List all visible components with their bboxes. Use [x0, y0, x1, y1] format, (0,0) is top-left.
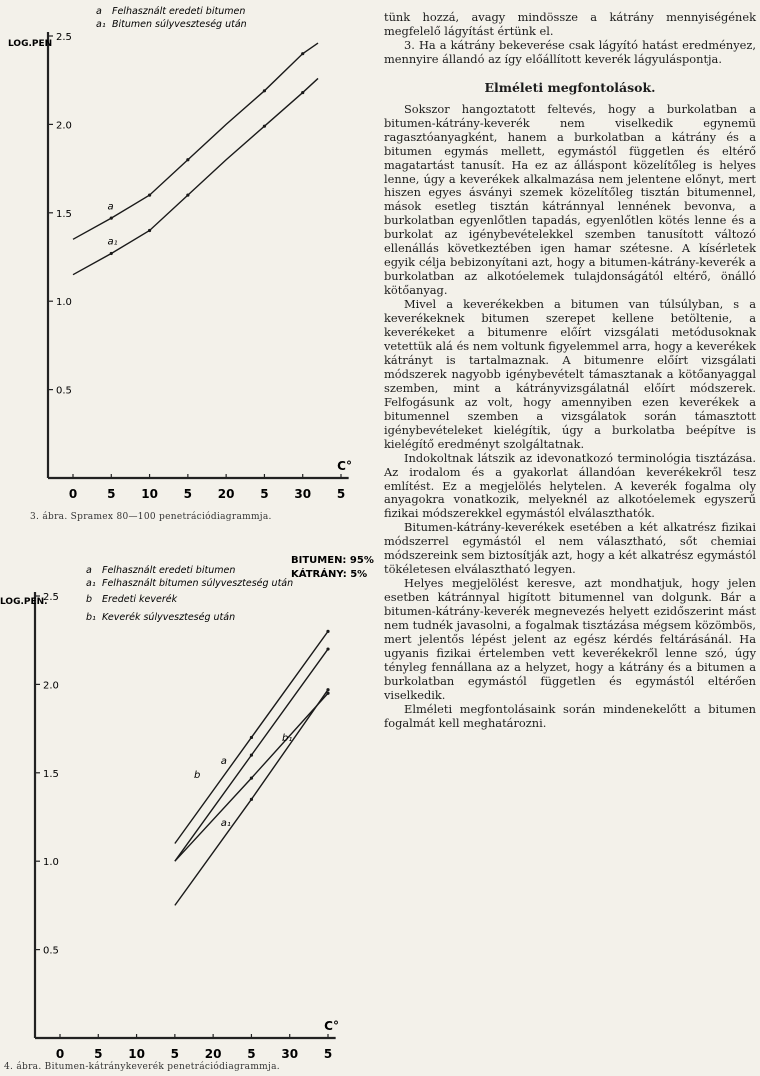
- legend-key: a: [96, 6, 102, 17]
- x-tick-label: 30: [281, 1047, 299, 1061]
- paragraph: 3. Ha a kátrány bekeverése csak lágyító hatást eredményez, mennyire állandó az így előállított keverék lágyuláspontja.: [384, 37, 756, 66]
- legend-label: Felhasznált eredeti bitumen: [112, 6, 246, 17]
- paragraph: tünk hozzá, avagy mindössze a kátrány mennyiségének megfelelő lágyítást értünk el.: [384, 10, 756, 38]
- x-tick-label: 0: [55, 1047, 65, 1061]
- series-point: [263, 89, 266, 92]
- series-label: b₁: [282, 732, 293, 744]
- x-tick-label: 5: [94, 1047, 103, 1061]
- x-tick-label: 20: [204, 1047, 222, 1061]
- figure-4-caption: 4. ábra. Bitumen-kátránykeverék penetrációdiagrammja.: [4, 1062, 280, 1072]
- legend-key: a: [86, 565, 92, 576]
- figure-3: [0, 0, 380, 530]
- legend-key: a₁: [96, 19, 106, 30]
- paragraph: Elméleti megfontolásaink során mindenekelőtt a bitumen fogalmát kell meghatározni.: [384, 701, 756, 730]
- y-tick-label: 1.0: [56, 297, 72, 309]
- x-tick-label: 5: [170, 1047, 180, 1061]
- series-point: [110, 217, 113, 220]
- x-tick-label: 5: [183, 487, 193, 501]
- y-tick-label: 1.5: [43, 768, 59, 780]
- x-axis-label: C°: [337, 459, 352, 473]
- series-point: [148, 229, 151, 232]
- y-tick-label: 1.0: [43, 857, 59, 869]
- x-tick-label: 5: [247, 1047, 256, 1061]
- paragraph: Sokszor hangoztatott feltevés, hogy a burkolatban a bitumen-kátrány-keverék nem viselkedik egynemü ragasztóanyagként, hanem a burkolatban a kátrány és a bitumen egymás mellett, egymástól független és eltérő magatartást tanusít. Ha ez az álláspont közelítőleg is helyes lenne, úgy a keverékek alkalmazása nem jelentene előnyt, mert hiszen egyes ásványi szemek közelítőleg tisztán bitumennel, mások esetleg tisztán kátránnyal lennének bevonva, a burkolatban egyenlőtlen tapadás, egyenlőtlen kötés lenne és a burkolat az igénybevételekkel szemben tanusított változó ellenállás következtében igen hamar szétesne. A kísérletek egyik célja bebizonyítani azt, hogy a bitumen-kátrány-keverék a burkolatban az alkotóelemek tulajdonságától eltérő, önálló kötőanyag.: [384, 101, 756, 298]
- series-label: a: [107, 201, 114, 213]
- series-point: [326, 630, 329, 633]
- figure-3-chart: [0, 0, 380, 512]
- article-column: [384, 0, 756, 731]
- y-tick-label: 2.5: [43, 592, 59, 603]
- figure-4: [0, 540, 380, 1076]
- paragraph: Helyes megjelölést keresve, azt mondhatjuk, hogy jelen esetben kátránnyal higított bitumennel van dolgunk. Bár a bitumen-kátrány-keverék megnevezés helyett ezidőszerint mást nem tudnék javasolni, a fogalmak tisztázása mégsem közömbös, mert jelentős lépést jelent az egész kérdés feltárásánál. Ha ugyanis fizikai értelemben vett keverékekről lenne szó, úgy tényleg fennállana az a helyzet, hogy a kátrány és a bitumen a burkolatban egymástól független és egymástól eltérően viselkedik.: [384, 576, 756, 702]
- x-tick-label: 5: [107, 487, 116, 501]
- y-tick-label: 2.0: [43, 680, 59, 692]
- series-label: b: [194, 770, 201, 782]
- x-tick-label: 0: [68, 487, 78, 501]
- mix-bitumen: BITUMEN: 95%: [291, 555, 374, 566]
- x-tick-label: 30: [294, 487, 312, 501]
- x-tick-label: 5: [323, 1047, 333, 1061]
- y-tick-label: 2.5: [56, 32, 72, 43]
- legend-key: a₁: [86, 578, 96, 589]
- legend-label: Bitumen súlyveszteség után: [112, 19, 247, 30]
- series-label: a₁: [107, 236, 118, 248]
- x-tick-label: 10: [128, 1047, 145, 1061]
- legend-label: Felhasznált eredeti bitumen: [102, 565, 236, 576]
- x-tick-label: 5: [336, 487, 346, 501]
- series-point: [250, 736, 253, 739]
- y-tick-label: 1.5: [56, 208, 72, 220]
- figure-3-caption: 3. ábra. Spramex 80—100 penetrációdiagrammja.: [30, 512, 272, 522]
- series-point: [186, 194, 189, 197]
- series-point: [301, 91, 304, 94]
- legend-key: b₁: [86, 612, 96, 623]
- series-point: [263, 125, 266, 128]
- series-point: [110, 252, 113, 255]
- series-label: a₁: [220, 817, 231, 829]
- series-point: [301, 52, 304, 55]
- series-point: [326, 688, 329, 691]
- y-axis-label: LOG.PEN.: [0, 597, 48, 607]
- figure-4-legend: [86, 555, 374, 623]
- x-tick-label: 20: [217, 487, 235, 501]
- series-point: [250, 777, 253, 780]
- y-tick-label: 0.5: [56, 385, 72, 397]
- figure-4-chart: [0, 540, 380, 1062]
- legend-label: Eredeti keverék: [102, 594, 178, 605]
- legend-label: Felhasznált bitumen súlyveszteség után: [102, 578, 294, 589]
- section-heading: Elméleti megfontolások.: [484, 79, 656, 95]
- y-axis-label: LOG.PEN: [8, 39, 53, 49]
- series-line: [175, 690, 328, 906]
- series-point: [250, 754, 253, 757]
- y-tick-label: 0.5: [43, 945, 59, 957]
- paragraph: Bitumen-kátrány-keverékek esetében a két alkatrész fizikai módszerrel egymástól el nem választható, sőt chemiai módszereink sem biztosítják azt, hogy a két alkatrész egymástól tökéletesen elválasztható legyen.: [384, 520, 756, 577]
- x-tick-label: 5: [260, 487, 269, 501]
- series-point: [326, 692, 329, 695]
- legend-key: b: [86, 594, 93, 605]
- mix-katrany: KÁTRÁNY: 5%: [291, 569, 368, 580]
- paragraph: Indokoltnak látszik az idevonatkozó terminológia tisztázása. Az irodalom és a gyakorlat állandóan keverékekről tesz említést. Ez a megjelölés helytelen. A keverék fogalma oly anyagokra vonatkozik, melyeknél az alkotóelemek egyszerű fizikai módszerekkel egymástól elválaszthatók.: [384, 450, 756, 521]
- series-label: a: [220, 755, 227, 767]
- series-point: [250, 798, 253, 801]
- figure-3-legend: [96, 6, 247, 30]
- paragraph: Mivel a keverékekben a bitumen van túlsúlyban, s a keverékeknek bitumen szerepet kellene betöltenie, a keverékeket a bitumenre előírt vizsgálati metódusoknak vetettük alá és nem voltunk figyelemmel arra, hogy a keverékek kátrányt is tartalmaznak. A bitumenre előírt vizsgálati módszerek nagyobb igénybevételt támasztanak a kötőanyaggal szemben, mint a kátrányvizsgálatnál előírt módszerek. Felfogásunk az volt, hogy amennyiben ezen keverékek a bitumennel szemben a vizsgálatok során támasztott igénybevételeket kielégítik, úgy a burkolatba beépítve is kielégítő eredményt szolgáltatnak.: [384, 297, 756, 451]
- x-axis-label: C°: [324, 1019, 339, 1033]
- series-point: [326, 647, 329, 650]
- y-tick-label: 2.0: [56, 120, 72, 132]
- x-tick-label: 10: [141, 487, 158, 501]
- legend-label: Keverék súlyveszteség után: [102, 612, 236, 623]
- series-point: [148, 194, 151, 197]
- series-point: [186, 158, 189, 161]
